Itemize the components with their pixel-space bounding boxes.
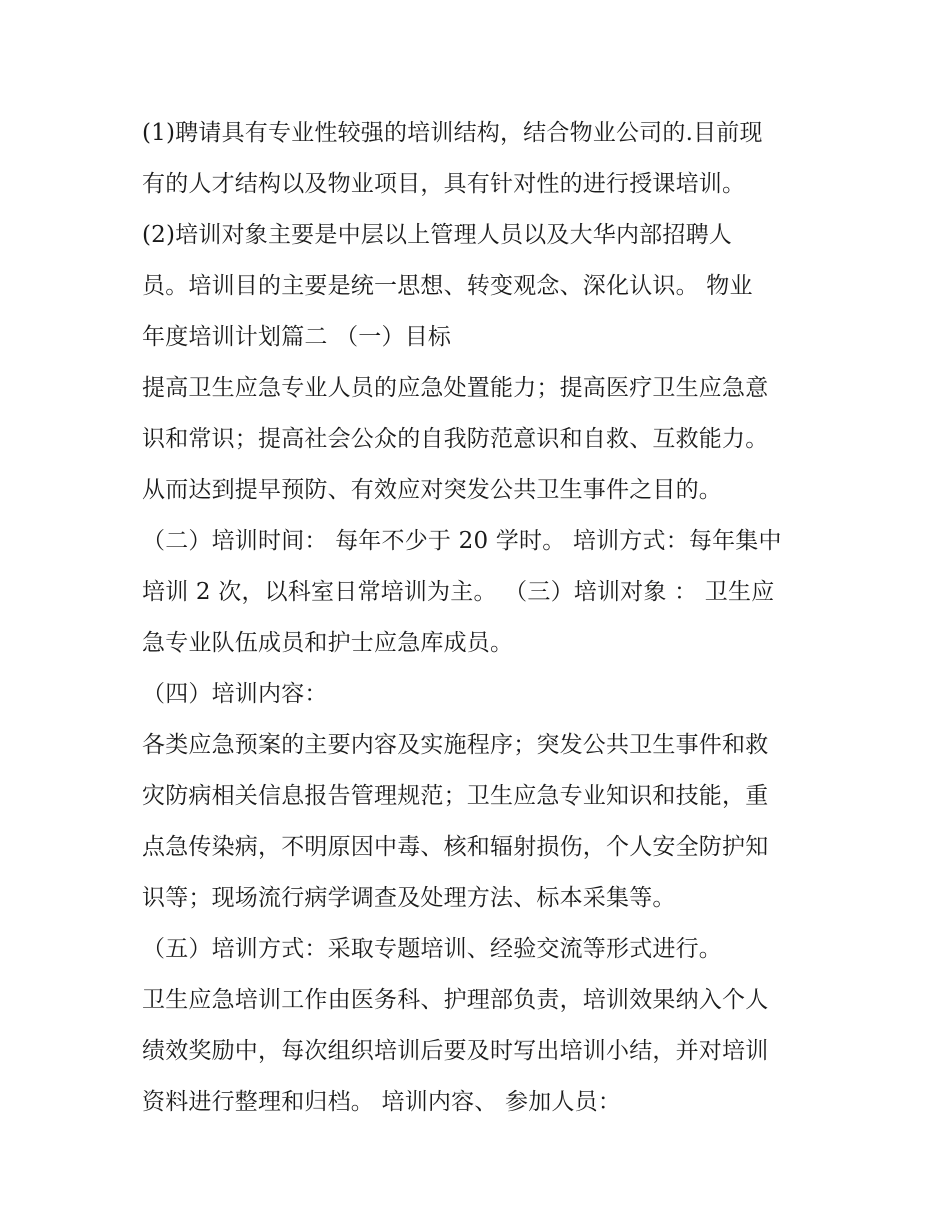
text-line: 卫生应急培训工作由医务科、护理部负责，培训效果纳入个人 xyxy=(142,987,769,1013)
text-line: 培训 2 次，以科室日常培训为主。 （三）培训对象 ： 卫生应 xyxy=(142,579,775,605)
text-line: 资料进行整理和归档。 培训内容、 参加人员： xyxy=(142,1089,622,1115)
text-line: （二）培训时间： 每年不少于 20 学时。 培训方式：每年集中 xyxy=(142,528,782,554)
text-line: (2)培训对象主要是中层以上管理人员以及大华内部招聘人 xyxy=(142,222,732,248)
text-line: 绩效奖励中，每次组织培训后要及时写出培训小结，并对培训 xyxy=(142,1038,769,1064)
text-line: (1)聘请具有专业性较强的培训结构，结合物业公司的.目前现 xyxy=(142,120,763,146)
text-line: 灾防病相关信息报告管理规范；卫生应急专业知识和技能，重 xyxy=(142,783,769,809)
text-line: 从而达到提早预防、有效应对突发公共卫生事件之目的。 xyxy=(142,477,722,503)
text-line: 员。培训目的主要是统一思想、转变观念、深化认识。 物业 xyxy=(142,273,753,299)
text-line: （五）培训方式：采取专题培训、经验交流等形式进行。 xyxy=(142,936,722,962)
text-line: 急专业队伍成员和护士应急库成员。 xyxy=(142,630,514,656)
text-line: （四）培训内容： xyxy=(142,681,328,707)
document-body xyxy=(142,108,832,1128)
text-line: 识和常识；提高社会公众的自我防范意识和自救、互救能力。 xyxy=(142,426,769,452)
text-line: 提高卫生应急专业人员的应急处置能力；提高医疗卫生应急意 xyxy=(142,375,769,401)
text-line: 有的人才结构以及物业项目，具有针对性的进行授课培训。 xyxy=(142,171,746,197)
text-line: 各类应急预案的主要内容及实施程序；突发公共卫生事件和救 xyxy=(142,732,769,758)
text-line: 点急传染病，不明原因中毒、核和辐射损伤，个人安全防护知 xyxy=(142,834,769,860)
text-line: 年度培训计划篇二 （一）目标 xyxy=(142,324,452,350)
text-line: 识等；现场流行病学调查及处理方法、标本采集等。 xyxy=(142,885,676,911)
